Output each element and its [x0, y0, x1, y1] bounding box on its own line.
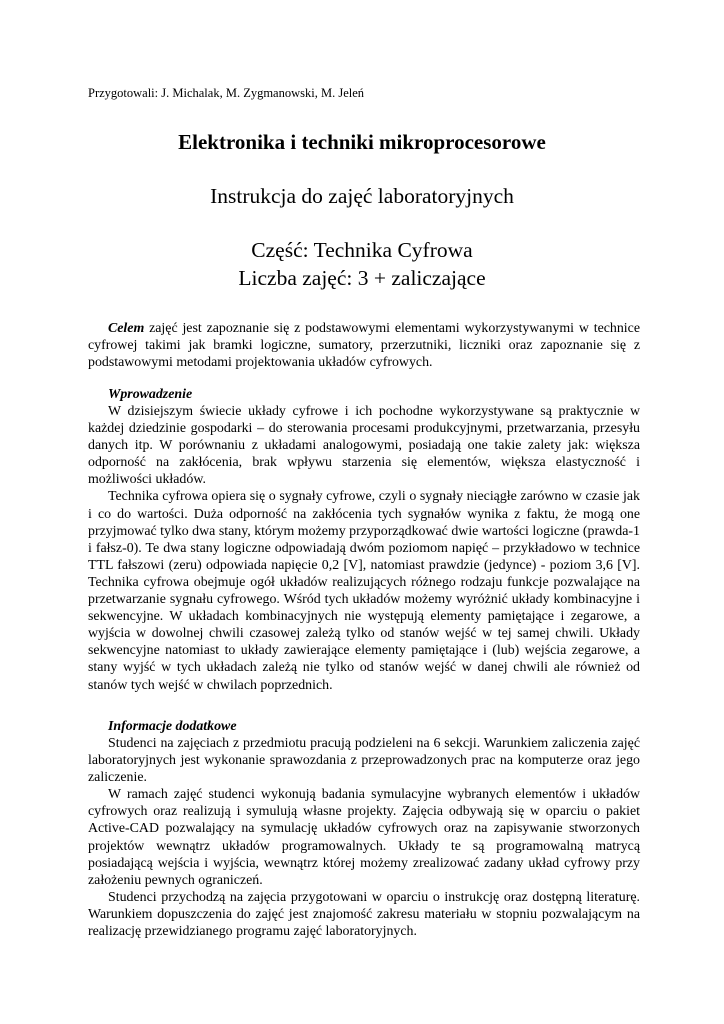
- additional-info-heading: Informacje dodatkowe: [108, 719, 237, 734]
- introduction-heading: Wprowadzenie: [108, 387, 193, 402]
- sessions-count: Liczba zajęć: 3 + zaliczające: [238, 266, 486, 290]
- course-title: Elektronika i techniki mikroprocesorowe: [178, 130, 546, 154]
- introduction-paragraph: W dzisiejszym świecie układy cyfrowe i ich pochodne wykorzystywane są praktycznie w każdej dziedzinie gospodarki – do sterowania procesami produkcyjnymi, przetwarzania, przesyłu danych itp. W porównaniu z układami analogowymi, posiadają one takie zalety jak: większa odporność na zakłócenia, brak wpływu starzenia się elementów, większa elastyczność i możliwości układów.: [88, 404, 640, 488]
- additional-info-paragraph: W ramach zajęć studenci wykonują badania symulacyjne wybranych elementów i układów cyfrowych oraz realizują i symulują własne projekty. Zajęcia odbywają się w oparciu o pakiet Active-CAD pozwalający na symulację układów cyfrowych oraz na zapisywanie stworzonych projektów wewnątrz układów programowalnych. Układy te są programowalną matrycą posiadającą wejścia i wyjścia, wewnątrz której możemy zrealizować zadany układ cyfrowy przy założeniu pewnych ograniczeń.: [88, 787, 640, 888]
- goal-lead-word: Celem: [108, 321, 145, 336]
- document-subtitle: Instrukcja do zajęć laboratoryjnych: [210, 184, 514, 208]
- prepared-by-line: Przygotowali: J. Michalak, M. Zygmanowski, M. Jeleń: [88, 86, 365, 100]
- additional-info-section: [88, 735, 640, 940]
- goal-section: [88, 320, 640, 371]
- additional-info-paragraph: Studenci przychodzą na zajęcia przygotowani w oparciu o instrukcję oraz dostępną literaturę. Warunkiem dopuszczenia do zajęć jest znajomość zakresu materiału w stopniu pozwalającym na realizację przewidzianego programu zajęć laboratoryjnych.: [88, 889, 640, 940]
- goal-text: zajęć jest zapoznanie się z podstawowymi elementami wykorzystywanymi w technice cyfrowej takimi jak bramki logiczne, sumatory, przerzutniki, liczniki oraz zapoznanie się z podstawowymi metodami projektowania układów cyfrowych.: [88, 321, 640, 371]
- introduction-paragraph: Technika cyfrowa opiera się o sygnały cyfrowe, czyli o sygnały nieciągłe zarówno w czasie jak i co do wartości. Duża odporność na zakłócenia tych sygnałów wynika z faktu, że mogą one przyjmować tylko dwa stany, którym możemy przyporządkować dwie wartości logiczne (prawda-1 i fałsz-0). Te dwa stany logiczne odpowiadają dwóm poziomom napięć – przykładowo w technice TTL fałszowi (zeru) odpowiada napięcie 0,2 [V], natomiast prawdzie (jedynce) - poziom 3,6 [V]. Technika cyfrowa obejmuje ogół układów realizujących różnego rodzaju funkcje pozwalające na przetwarzanie sygnału cyfrowego. Wśród tych układów możemy wyróżnić układy kombinacyjne i sekwencyjne. W układach kombinacyjnych nie występują elementy pamiętające i zegarowe, a wyjścia w dowolnej chwili czasowej zależą tylko od stanów wejść w tej samej chwili. Układy sekwencyjne natomiast to układy zawierające elementy pamiętające i (lub) wejścia zegarowe, a stany wyjść w tych układach zależą nie tylko od stanów wejść w danej chwili ale również od stanów tych wejść w chwilach poprzednich.: [88, 489, 640, 693]
- part-title: Część: Technika Cyfrowa: [251, 238, 473, 262]
- goal-paragraph: [88, 320, 640, 371]
- introduction-section: [88, 403, 640, 694]
- additional-info-paragraph: Studenci na zajęciach z przedmiotu pracują podzieleni na 6 sekcji. Warunkiem zaliczenia zajęć laboratoryjnych jest wykonanie sprawozdania z przeprowadzonych prac na komputerze oraz jego zaliczenie.: [88, 736, 640, 786]
